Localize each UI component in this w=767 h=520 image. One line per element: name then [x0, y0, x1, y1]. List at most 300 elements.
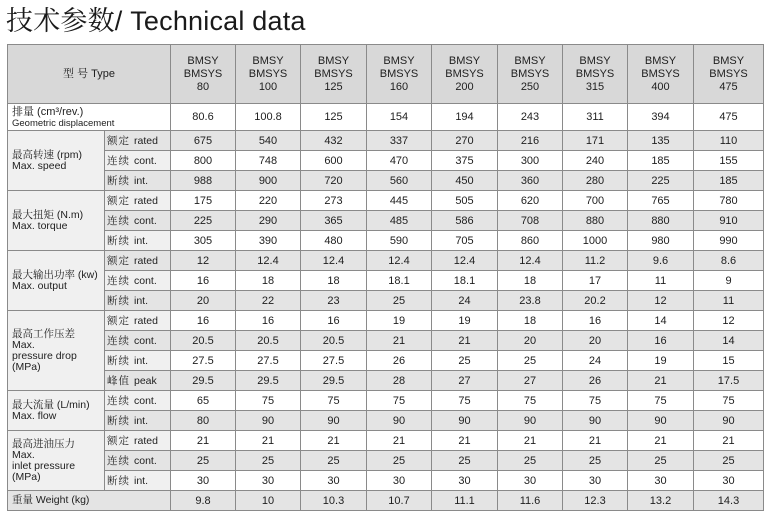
value-cell: 90	[563, 411, 628, 431]
value-cell: 765	[628, 191, 694, 211]
value-cell: 273	[301, 191, 367, 211]
model-header-cell	[694, 45, 764, 104]
value-cell: 220	[236, 191, 301, 211]
condition-label	[105, 391, 171, 411]
group-label	[8, 191, 105, 251]
value-cell: 75	[694, 391, 764, 411]
value-cell: 17.5	[694, 371, 764, 391]
value-cell: 9	[694, 271, 764, 291]
model-header-cell	[498, 45, 563, 104]
condition-label-en: rated	[134, 435, 158, 447]
value-cell: 990	[694, 231, 764, 251]
condition-label-zh: 断续	[107, 415, 130, 427]
value-cell: 20.5	[236, 331, 301, 351]
model-header-line: 475	[719, 80, 738, 93]
condition-label-en: int.	[134, 355, 149, 367]
value-cell: 360	[498, 171, 563, 191]
value-cell: 30	[498, 471, 563, 491]
group-label-line: Max.	[12, 448, 35, 461]
table-row	[8, 191, 764, 211]
group-label-line: Max. output	[12, 279, 67, 292]
model-header-line: BMSY	[448, 54, 481, 67]
value-cell: 12	[628, 291, 694, 311]
value-cell: 12.4	[236, 251, 301, 271]
condition-label-zh: 峰值	[107, 375, 130, 387]
group-label-line: (MPa)	[12, 360, 41, 373]
value-cell: 25	[301, 451, 367, 471]
table-row	[8, 411, 764, 431]
value-cell: 21	[367, 331, 432, 351]
value-cell: 22	[236, 291, 301, 311]
value-cell: 290	[236, 211, 301, 231]
value-cell: 10.7	[367, 491, 432, 511]
value-cell: 225	[628, 171, 694, 191]
condition-label-zh: 连续	[107, 215, 130, 227]
value-cell: 18.1	[367, 271, 432, 291]
value-cell: 337	[367, 131, 432, 151]
table-row	[8, 131, 764, 151]
value-cell: 485	[367, 211, 432, 231]
condition-label-en: cont.	[134, 215, 157, 227]
value-cell: 480	[301, 231, 367, 251]
value-cell: 90	[498, 411, 563, 431]
model-header-line: BMSYS	[248, 67, 288, 80]
value-cell: 75	[367, 391, 432, 411]
value-cell: 10.3	[301, 491, 367, 511]
group-label-line: Max.	[12, 338, 35, 351]
model-header-line: 100	[258, 80, 278, 93]
value-cell: 65	[171, 391, 236, 411]
group-label-line: 最大流量 (L/min)	[12, 398, 90, 411]
condition-label-en: cont.	[134, 155, 157, 167]
value-cell: 175	[171, 191, 236, 211]
group-label	[8, 131, 105, 191]
value-cell: 390	[236, 231, 301, 251]
value-cell: 225	[171, 211, 236, 231]
weight-row	[8, 491, 764, 511]
value-cell: 27.5	[301, 351, 367, 371]
value-cell: 23.8	[498, 291, 563, 311]
condition-label-zh: 连续	[107, 395, 130, 407]
value-cell: 30	[367, 471, 432, 491]
value-cell: 16	[301, 311, 367, 331]
value-cell: 30	[301, 471, 367, 491]
value-cell: 11.2	[563, 251, 628, 271]
displacement-label-en: Geometric displacement	[12, 117, 115, 129]
group-label-line: Max. torque	[12, 219, 68, 232]
value-cell: 90	[301, 411, 367, 431]
value-cell: 110	[694, 131, 764, 151]
model-header-line: 200	[455, 80, 474, 93]
value-cell: 25	[171, 451, 236, 471]
value-cell: 194	[432, 104, 498, 131]
table-row	[8, 351, 764, 371]
value-cell: 13.2	[628, 491, 694, 511]
model-header-line: BMSY	[187, 54, 219, 67]
value-cell: 30	[694, 471, 764, 491]
model-header-line: BMSY	[252, 54, 284, 67]
value-cell: 90	[628, 411, 694, 431]
condition-label	[105, 191, 171, 211]
condition-label	[105, 371, 171, 391]
value-cell: 27	[498, 371, 563, 391]
model-header-cell	[171, 45, 236, 104]
page-title: 技术参数/ Technical data	[6, 6, 306, 36]
table-row	[8, 171, 764, 191]
value-cell: 100.8	[236, 104, 301, 131]
condition-label-en: cont.	[134, 275, 157, 287]
value-cell: 20.2	[563, 291, 628, 311]
value-cell: 18	[236, 271, 301, 291]
value-cell: 25	[498, 451, 563, 471]
group-label	[8, 311, 105, 391]
value-cell: 12.3	[563, 491, 628, 511]
value-cell: 20.5	[171, 331, 236, 351]
condition-label-en: cont.	[134, 455, 157, 467]
value-cell: 910	[694, 211, 764, 231]
model-header-line: BMSYS	[445, 67, 484, 80]
value-cell: 1000	[563, 231, 628, 251]
value-cell: 365	[301, 211, 367, 231]
value-cell: 20.5	[301, 331, 367, 351]
condition-label-zh: 断续	[107, 175, 130, 187]
condition-label-zh: 连续	[107, 335, 130, 347]
value-cell: 90	[432, 411, 498, 431]
value-cell: 216	[498, 131, 563, 151]
value-cell: 16	[171, 311, 236, 331]
condition-label-en: int.	[134, 235, 149, 247]
model-header-cell	[432, 45, 498, 104]
value-cell: 26	[367, 351, 432, 371]
displacement-label-zh: 排量 (cm³/rev.)	[12, 105, 84, 118]
value-cell: 25	[367, 291, 432, 311]
table-row	[8, 471, 764, 491]
value-cell: 75	[628, 391, 694, 411]
displacement-row	[8, 104, 764, 131]
table-row	[8, 371, 764, 391]
value-cell: 21	[498, 431, 563, 451]
value-cell: 25	[628, 451, 694, 471]
model-header-cell	[367, 45, 432, 104]
condition-label-en: int.	[134, 175, 149, 187]
value-cell: 9.8	[171, 491, 236, 511]
value-cell: 748	[236, 151, 301, 171]
value-cell: 880	[563, 211, 628, 231]
condition-label-zh: 断续	[107, 355, 130, 367]
value-cell: 300	[498, 151, 563, 171]
condition-label-zh: 额定	[107, 195, 130, 207]
value-cell: 21	[432, 331, 498, 351]
group-label-line: (MPa)	[12, 470, 41, 483]
group-label-line: inlet pressure	[12, 459, 76, 472]
value-cell: 90	[694, 411, 764, 431]
value-cell: 560	[367, 171, 432, 191]
value-cell: 240	[563, 151, 628, 171]
group-label	[8, 391, 105, 431]
value-cell: 21	[563, 431, 628, 451]
group-label-line: Max. flow	[12, 409, 57, 422]
group-label-line: 最高工作压差	[12, 327, 75, 340]
table-row	[8, 271, 764, 291]
value-cell: 988	[171, 171, 236, 191]
value-cell: 26	[563, 371, 628, 391]
condition-label-en: rated	[134, 195, 158, 207]
table-row	[8, 331, 764, 351]
value-cell: 19	[367, 311, 432, 331]
value-cell: 30	[563, 471, 628, 491]
value-cell: 12.4	[432, 251, 498, 271]
value-cell: 19	[432, 311, 498, 331]
value-cell: 20	[563, 331, 628, 351]
value-cell: 450	[432, 171, 498, 191]
value-cell: 80	[171, 411, 236, 431]
value-cell: 25	[498, 351, 563, 371]
model-header-line: 250	[520, 80, 540, 93]
condition-label-en: cont.	[134, 395, 157, 407]
value-cell: 25	[694, 451, 764, 471]
condition-label	[105, 171, 171, 191]
value-cell: 21	[694, 431, 764, 451]
model-header-line: 315	[585, 80, 605, 93]
condition-label	[105, 451, 171, 471]
condition-label-en: peak	[134, 375, 157, 387]
value-cell: 675	[171, 131, 236, 151]
value-cell: 27.5	[236, 351, 301, 371]
value-cell: 14.3	[694, 491, 764, 511]
weight-label: 重量 Weight (kg)	[8, 491, 171, 511]
value-cell: 90	[367, 411, 432, 431]
value-cell: 11.1	[432, 491, 498, 511]
model-header-line: BMSY	[712, 54, 745, 67]
condition-label	[105, 311, 171, 331]
model-header-line: BMSYS	[575, 67, 615, 80]
condition-label-en: rated	[134, 135, 158, 147]
table-row	[8, 211, 764, 231]
value-cell: 16	[563, 311, 628, 331]
value-cell: 880	[628, 211, 694, 231]
value-cell: 11.6	[498, 491, 563, 511]
model-header-line: BMSY	[644, 54, 677, 67]
value-cell: 75	[563, 391, 628, 411]
value-cell: 270	[432, 131, 498, 151]
group-label-line: pressure drop	[12, 349, 77, 362]
condition-label-en: rated	[134, 315, 158, 327]
group-label-line: 最大输出功率 (kw)	[12, 268, 98, 281]
value-cell: 29.5	[301, 371, 367, 391]
value-cell: 305	[171, 231, 236, 251]
value-cell: 311	[563, 104, 628, 131]
value-cell: 16	[171, 271, 236, 291]
condition-label-en: cont.	[134, 335, 157, 347]
value-cell: 155	[694, 151, 764, 171]
value-cell: 185	[694, 171, 764, 191]
value-cell: 12	[694, 311, 764, 331]
condition-label	[105, 431, 171, 451]
value-cell: 600	[301, 151, 367, 171]
condition-label-zh: 断续	[107, 295, 130, 307]
model-header-cell	[236, 45, 301, 104]
value-cell: 705	[432, 231, 498, 251]
technical-data-table	[7, 44, 764, 511]
model-header-line: BMSYS	[379, 67, 419, 80]
value-cell: 243	[498, 104, 563, 131]
value-cell: 30	[432, 471, 498, 491]
value-cell: 475	[694, 104, 764, 131]
model-header-line: BMSYS	[510, 67, 550, 80]
value-cell: 860	[498, 231, 563, 251]
model-header-line: BMSY	[317, 54, 350, 67]
condition-label-zh: 断续	[107, 475, 130, 487]
group-label	[8, 431, 105, 491]
value-cell: 21	[432, 431, 498, 451]
value-cell: 25	[432, 451, 498, 471]
value-cell: 90	[236, 411, 301, 431]
value-cell: 18	[498, 311, 563, 331]
value-cell: 21	[236, 431, 301, 451]
value-cell: 18	[498, 271, 563, 291]
condition-label	[105, 231, 171, 251]
condition-label-zh: 额定	[107, 135, 130, 147]
model-header-line: 160	[389, 80, 409, 93]
value-cell: 12.4	[498, 251, 563, 271]
value-cell: 185	[628, 151, 694, 171]
value-cell: 75	[432, 391, 498, 411]
model-header-line: 80	[196, 80, 210, 93]
value-cell: 29.5	[171, 371, 236, 391]
value-cell: 27	[432, 371, 498, 391]
model-header-line: 400	[651, 80, 670, 93]
value-cell: 16	[236, 311, 301, 331]
group-label	[8, 251, 105, 311]
value-cell: 18	[301, 271, 367, 291]
table-row	[8, 311, 764, 331]
value-cell: 445	[367, 191, 432, 211]
condition-label	[105, 411, 171, 431]
group-label-line: 最高转速 (rpm)	[12, 148, 82, 161]
condition-label	[105, 271, 171, 291]
condition-label-zh: 断续	[107, 235, 130, 247]
condition-label	[105, 211, 171, 231]
model-type-label: 型 号 Type	[8, 45, 171, 104]
condition-label-en: rated	[134, 255, 158, 267]
condition-label	[105, 351, 171, 371]
model-header-cell	[628, 45, 694, 104]
value-cell: 700	[563, 191, 628, 211]
value-cell: 30	[171, 471, 236, 491]
displacement-label	[8, 104, 171, 131]
value-cell: 20	[498, 331, 563, 351]
condition-label-en: int.	[134, 415, 149, 427]
value-cell: 800	[171, 151, 236, 171]
condition-label	[105, 251, 171, 271]
value-cell: 8.6	[694, 251, 764, 271]
condition-label	[105, 131, 171, 151]
condition-label-zh: 额定	[107, 255, 130, 267]
value-cell: 30	[628, 471, 694, 491]
model-header-line: BMSYS	[314, 67, 353, 80]
model-header-line: 125	[324, 80, 343, 93]
header-row	[8, 45, 764, 104]
model-header-line: BMSY	[514, 54, 546, 67]
group-label-line: 最大扭矩 (N.m)	[12, 208, 84, 221]
model-header-cell	[301, 45, 367, 104]
table-row	[8, 231, 764, 251]
condition-label	[105, 151, 171, 171]
condition-label	[105, 331, 171, 351]
value-cell: 21	[628, 431, 694, 451]
value-cell: 21	[367, 431, 432, 451]
value-cell: 80.6	[171, 104, 236, 131]
condition-label	[105, 471, 171, 491]
value-cell: 25	[367, 451, 432, 471]
value-cell: 25	[563, 451, 628, 471]
value-cell: 29.5	[236, 371, 301, 391]
table-row	[8, 391, 764, 411]
value-cell: 14	[628, 311, 694, 331]
value-cell: 24	[432, 291, 498, 311]
value-cell: 720	[301, 171, 367, 191]
value-cell: 586	[432, 211, 498, 231]
value-cell: 15	[694, 351, 764, 371]
value-cell: 540	[236, 131, 301, 151]
group-label-line: Max. speed	[12, 159, 67, 172]
model-header-line: BMSYS	[709, 67, 748, 80]
value-cell: 24	[563, 351, 628, 371]
table-body	[8, 45, 764, 511]
condition-label-en: int.	[134, 475, 149, 487]
value-cell: 28	[367, 371, 432, 391]
value-cell: 12.4	[301, 251, 367, 271]
value-cell: 21	[301, 431, 367, 451]
value-cell: 27.5	[171, 351, 236, 371]
value-cell: 17	[563, 271, 628, 291]
value-cell: 23	[301, 291, 367, 311]
value-cell: 280	[563, 171, 628, 191]
value-cell: 470	[367, 151, 432, 171]
value-cell: 590	[367, 231, 432, 251]
value-cell: 10	[236, 491, 301, 511]
value-cell: 19	[628, 351, 694, 371]
value-cell: 9.6	[628, 251, 694, 271]
value-cell: 900	[236, 171, 301, 191]
model-header-line: BMSY	[383, 54, 415, 67]
table-row	[8, 251, 764, 271]
value-cell: 708	[498, 211, 563, 231]
value-cell: 75	[498, 391, 563, 411]
model-header-cell	[563, 45, 628, 104]
value-cell: 432	[301, 131, 367, 151]
value-cell: 375	[432, 151, 498, 171]
model-header-line: BMSY	[579, 54, 611, 67]
group-label-line: 最高进油压力	[12, 437, 75, 450]
value-cell: 21	[171, 431, 236, 451]
value-cell: 394	[628, 104, 694, 131]
table-row	[8, 431, 764, 451]
value-cell: 18.1	[432, 271, 498, 291]
value-cell: 16	[628, 331, 694, 351]
model-header-line: BMSYS	[183, 67, 223, 80]
table-row	[8, 151, 764, 171]
value-cell: 14	[694, 331, 764, 351]
condition-label-zh: 连续	[107, 155, 130, 167]
condition-label-zh: 额定	[107, 315, 130, 327]
value-cell: 125	[301, 104, 367, 131]
value-cell: 780	[694, 191, 764, 211]
value-cell: 11	[694, 291, 764, 311]
value-cell: 171	[563, 131, 628, 151]
condition-label-en: int.	[134, 295, 149, 307]
value-cell: 505	[432, 191, 498, 211]
